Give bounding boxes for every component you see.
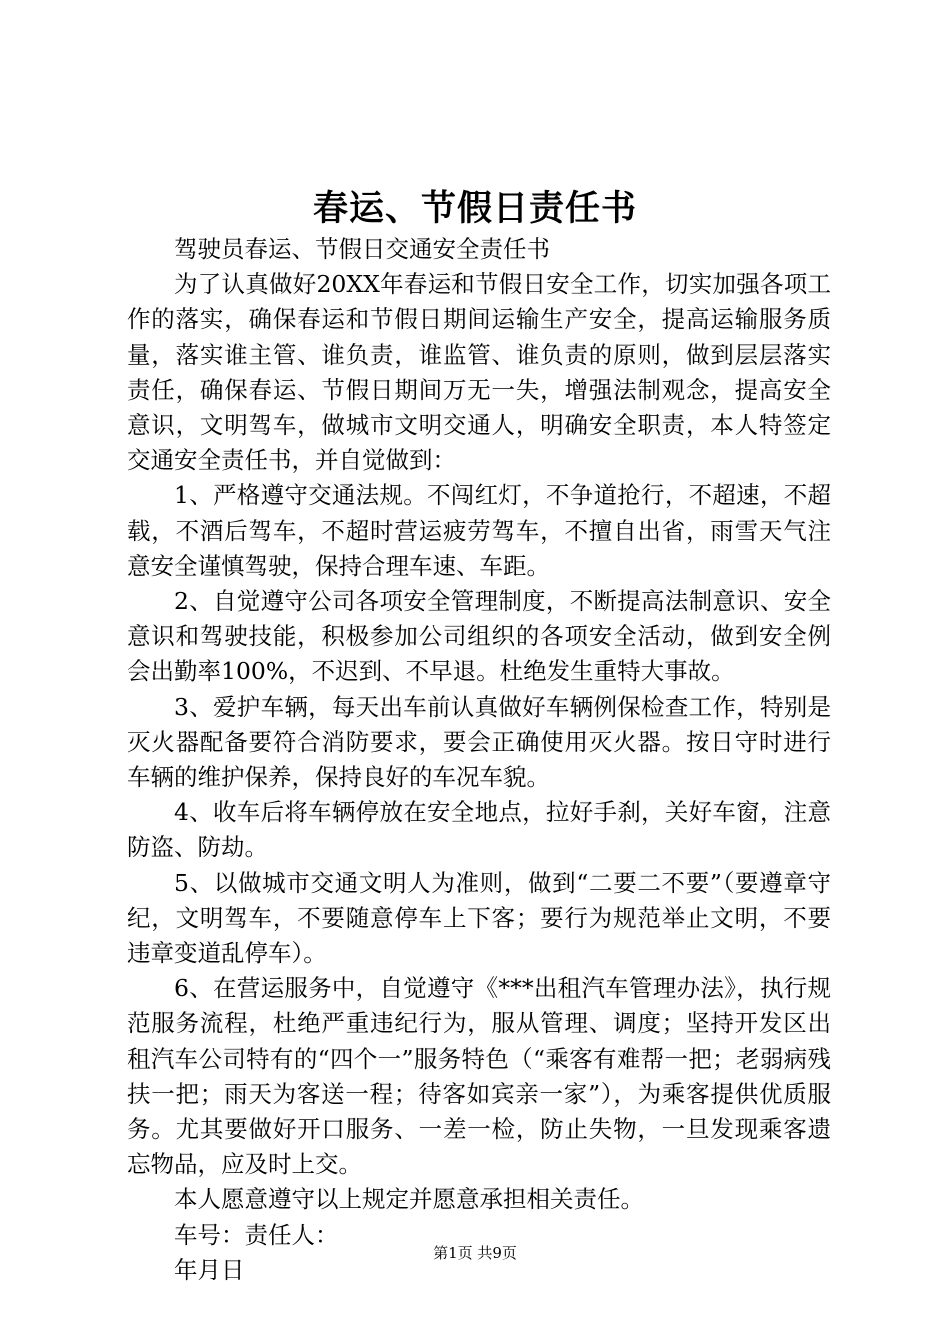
- signature-line: 车号：责任人：: [174, 1220, 339, 1249]
- clause-3-paragraph: 3、爱护车辆，每天出车前认真做好车辆例保检查工作，特别是灭火器配备要符合消防要求，要会正确使用灭火器。按日守时进行车辆的维护保养，保持良好的车况车貌。: [127, 692, 831, 792]
- intro-paragraph: 为了认真做好20XX年春运和节假日安全工作，切实加强各项工作的落实，确保春运和节假日期间运输生产安全，提高运输服务质量，落实谁主管、谁负责，谁监管、谁负责的原则，做到层层落实责任，确保春运、节假日期间万无一失，增强法制观念，提高安全意识，文明驾车，做城市文明交通人，明确安全职责，本人特签定交通安全责任书，并自觉做到：: [127, 270, 831, 475]
- commitment-paragraph: 本人愿意遵守以上规定并愿意承担相关责任。: [174, 1185, 644, 1214]
- page-number-footer: 第1页 共9页: [433, 1244, 517, 1262]
- clause-4-paragraph: 4、收车后将车辆停放在安全地点，拉好手刹，关好车窗，注意防盗、防劫。: [127, 798, 831, 862]
- clause-5-paragraph: 5、以做城市交通文明人为准则，做到“二要二不要”（要遵章守纪，文明驾车，不要随意停车上下客；要行为规范举止文明，不要违章变道乱停车）。: [127, 868, 831, 968]
- document-body: [127, 232, 831, 1288]
- document-title: 春运、节假日责任书: [312, 188, 637, 229]
- clause-1-paragraph: 1、严格遵守交通法规。不闯红灯，不争道抢行，不超速，不超载，不酒后驾车，不超时营运疲劳驾车，不擅自出省，雨雪天气注意安全谨慎驾驶，保持合理车速、车距。: [127, 481, 831, 580]
- clause-6-paragraph: 6、在营运服务中，自觉遵守《***出租汽车管理办法》，执行规范服务流程，杜绝严重违纪行为，服从管理、调度；坚持开发区出租汽车公司特有的“四个一”服务特色（“乘客有难帮一把；老弱病残扶一把；雨天为客送一程；待客如宾亲一家”），为乘客提供优质服务。尤其要做好开口服务、一差一检，防止失物，一旦发现乘客遗忘物品，应及时上交。: [127, 974, 831, 1179]
- subtitle-paragraph: 驾驶员春运、节假日交通安全责任书: [174, 235, 550, 263]
- date-line: 年月日: [174, 1255, 245, 1284]
- clause-2-paragraph: 2、自觉遵守公司各项安全管理制度，不断提高法制意识、安全意识和驾驶技能，积极参加公司组织的各项安全活动，做到安全例会出勤率100%，不迟到、不早退。杜绝发生重特大事故。: [127, 587, 831, 686]
